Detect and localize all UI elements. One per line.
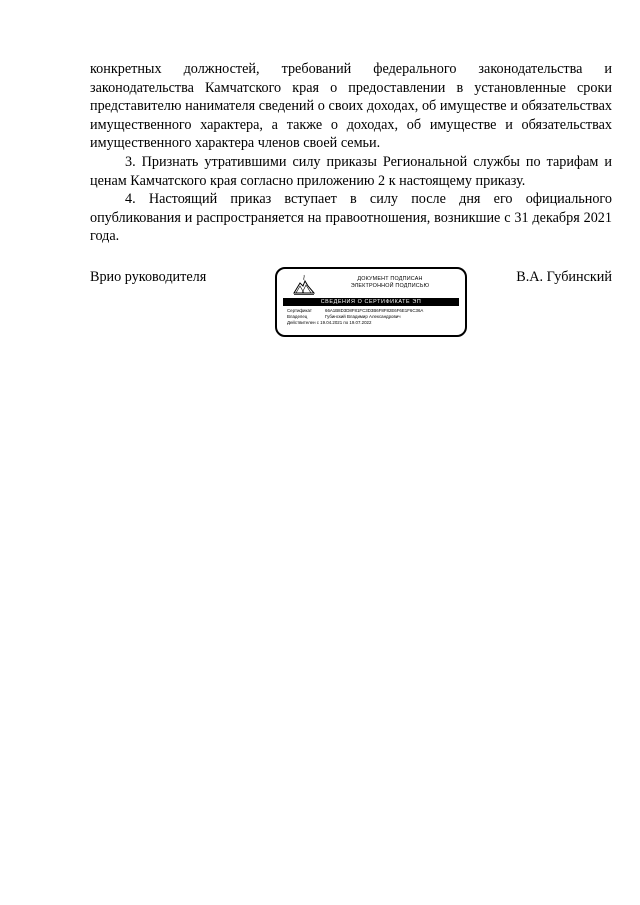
owner-value: Губинский Владимир Александрович (325, 314, 401, 320)
stamp-header (321, 276, 459, 290)
owner-label: Владелец (287, 314, 308, 320)
stamp-certificate-bar: СВЕДЕНИЯ О СЕРТИФИКАТЕ ЭП (283, 298, 459, 306)
kamchatka-emblem-icon (291, 274, 317, 296)
paragraph-item-3: 3. Признать утратившими силу приказы Региональной службы по тарифам и ценам Камчатского края согласно приложению 2 к настоящему приказу. (90, 153, 612, 189)
electronic-signature-stamp (275, 267, 467, 337)
certificate-label: Сертификат (287, 308, 312, 313)
paragraph-continuation: конкретных должностей, требований федерального законодательства и законодательства Камчатского края о предоставлении в установленные сроки представителю нанимателя сведений о своих доходах, об имуществе и обязательствах имущественного характера, а также о доходах, об имуществе и обязательствах имущественного характера членов своей семьи. (90, 61, 612, 152)
paragraph-item-4: 4. Настоящий приказ вступает в силу после дня его официального опубликования и распространяется на правоотношения, возникшие с 31 декабря 2021 года. (90, 191, 612, 245)
signer-title: Врио руководителя (90, 269, 207, 285)
stamp-row-validity: Действителен с 19.04.2021 по 19.07.2022 (287, 320, 372, 326)
document-body (90, 60, 612, 246)
signer-name: В.А. Губинский (516, 269, 612, 285)
stamp-details (287, 308, 459, 327)
stamp-header-line-1: ДОКУМЕНТ ПОДПИСАН (357, 276, 423, 282)
stamp-header-line-2: ЭЛЕКТРОННОЙ ПОДПИСЬЮ (350, 283, 430, 289)
certificate-value: 66A1B8D3D8F81FC3D3B6F8F82E6F6E1F6C36A (325, 308, 424, 313)
